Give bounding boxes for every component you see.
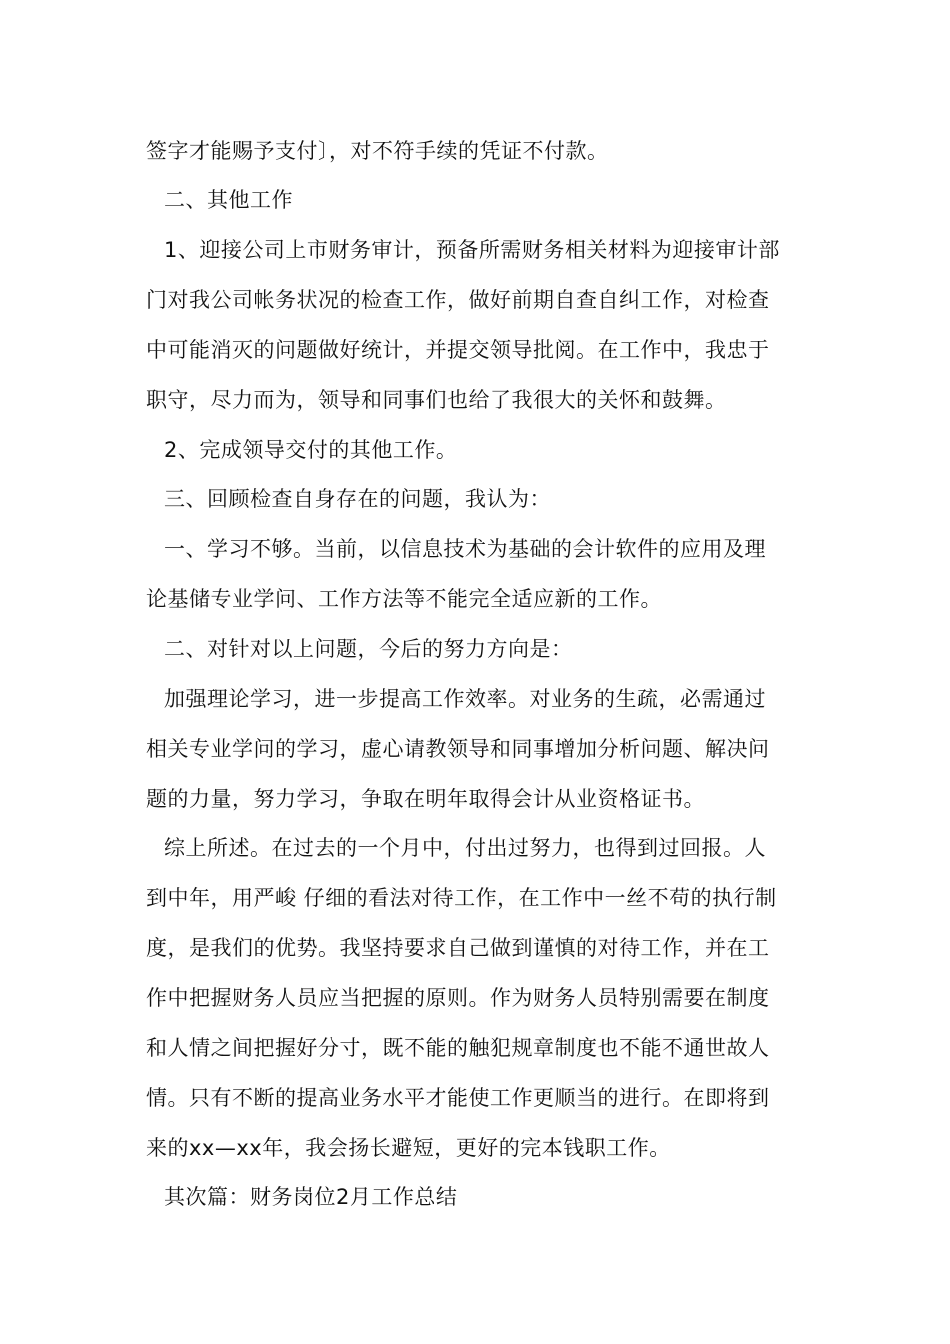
text-line: 2、完成领导交付的其他工作。 (164, 438, 458, 462)
text-line: 题的力量，努力学习，争取在明年取得会计从业资格证书。 (146, 787, 705, 811)
text-line: 情。只有不断的提高业务水平才能使工作更顺当的进行。在即将到 (146, 1086, 770, 1110)
section-heading: 其次篇：财务岗位2月工作总结 (164, 1185, 458, 1209)
section-heading: 二、其他工作 (164, 188, 293, 212)
text-line: 签字才能赐予支付〕，对不符手续的凭证不付款。 (146, 139, 609, 163)
text-line: 来的xx—xx年，我会扬长避短，更好的完本钱职工作。 (146, 1136, 671, 1160)
section-heading: 二、对针对以上问题，今后的努力方向是： (164, 637, 573, 661)
text-line: 相关专业学问的学习，虚心请教领导和同事增加分析问题、解决问 (146, 737, 770, 761)
text-line: 门对我公司帐务状况的检查工作，做好前期自查自纠工作，对检查 (146, 288, 770, 312)
text-line: 论基储专业学问、工作方法等不能完全适应新的工作。 (146, 587, 662, 611)
text-line: 度，是我们的优势。我坚持要求自己做到谨慎的对待工作，并在工 (146, 936, 770, 960)
text-line: 作中把握财务人员应当把握的原则。作为财务人员特别需要在制度 (146, 986, 770, 1010)
text-line: 1、迎接公司上市财务审计，预备所需财务相关材料为迎接审计部 (164, 238, 780, 262)
text-line: 综上所述。在过去的一个月中，付出过努力，也得到过回报。人 (164, 836, 766, 860)
section-heading: 三、回顾检查自身存在的问题，我认为： (164, 487, 551, 511)
text-line: 职守，尽力而为，领导和同事们也给了我很大的关怀和鼓舞。 (146, 388, 727, 412)
text-line: 和人情之间把握好分寸，既不能的触犯规章制度也不能不通世故人 (146, 1036, 770, 1060)
text-line: 一、学习不够。当前，以信息技术为基础的会计软件的应用及理 (164, 537, 766, 561)
text-line: 中可能消灭的问题做好统计，并提交领导批阅。在工作中，我忠于 (146, 338, 770, 362)
text-line: 加强理论学习，进一步提高工作效率。对业务的生疏，必需通过 (164, 687, 766, 711)
text-line: 到中年，用严峻 仔细的看法对待工作，在工作中一丝不苟的执行制 (146, 886, 777, 910)
